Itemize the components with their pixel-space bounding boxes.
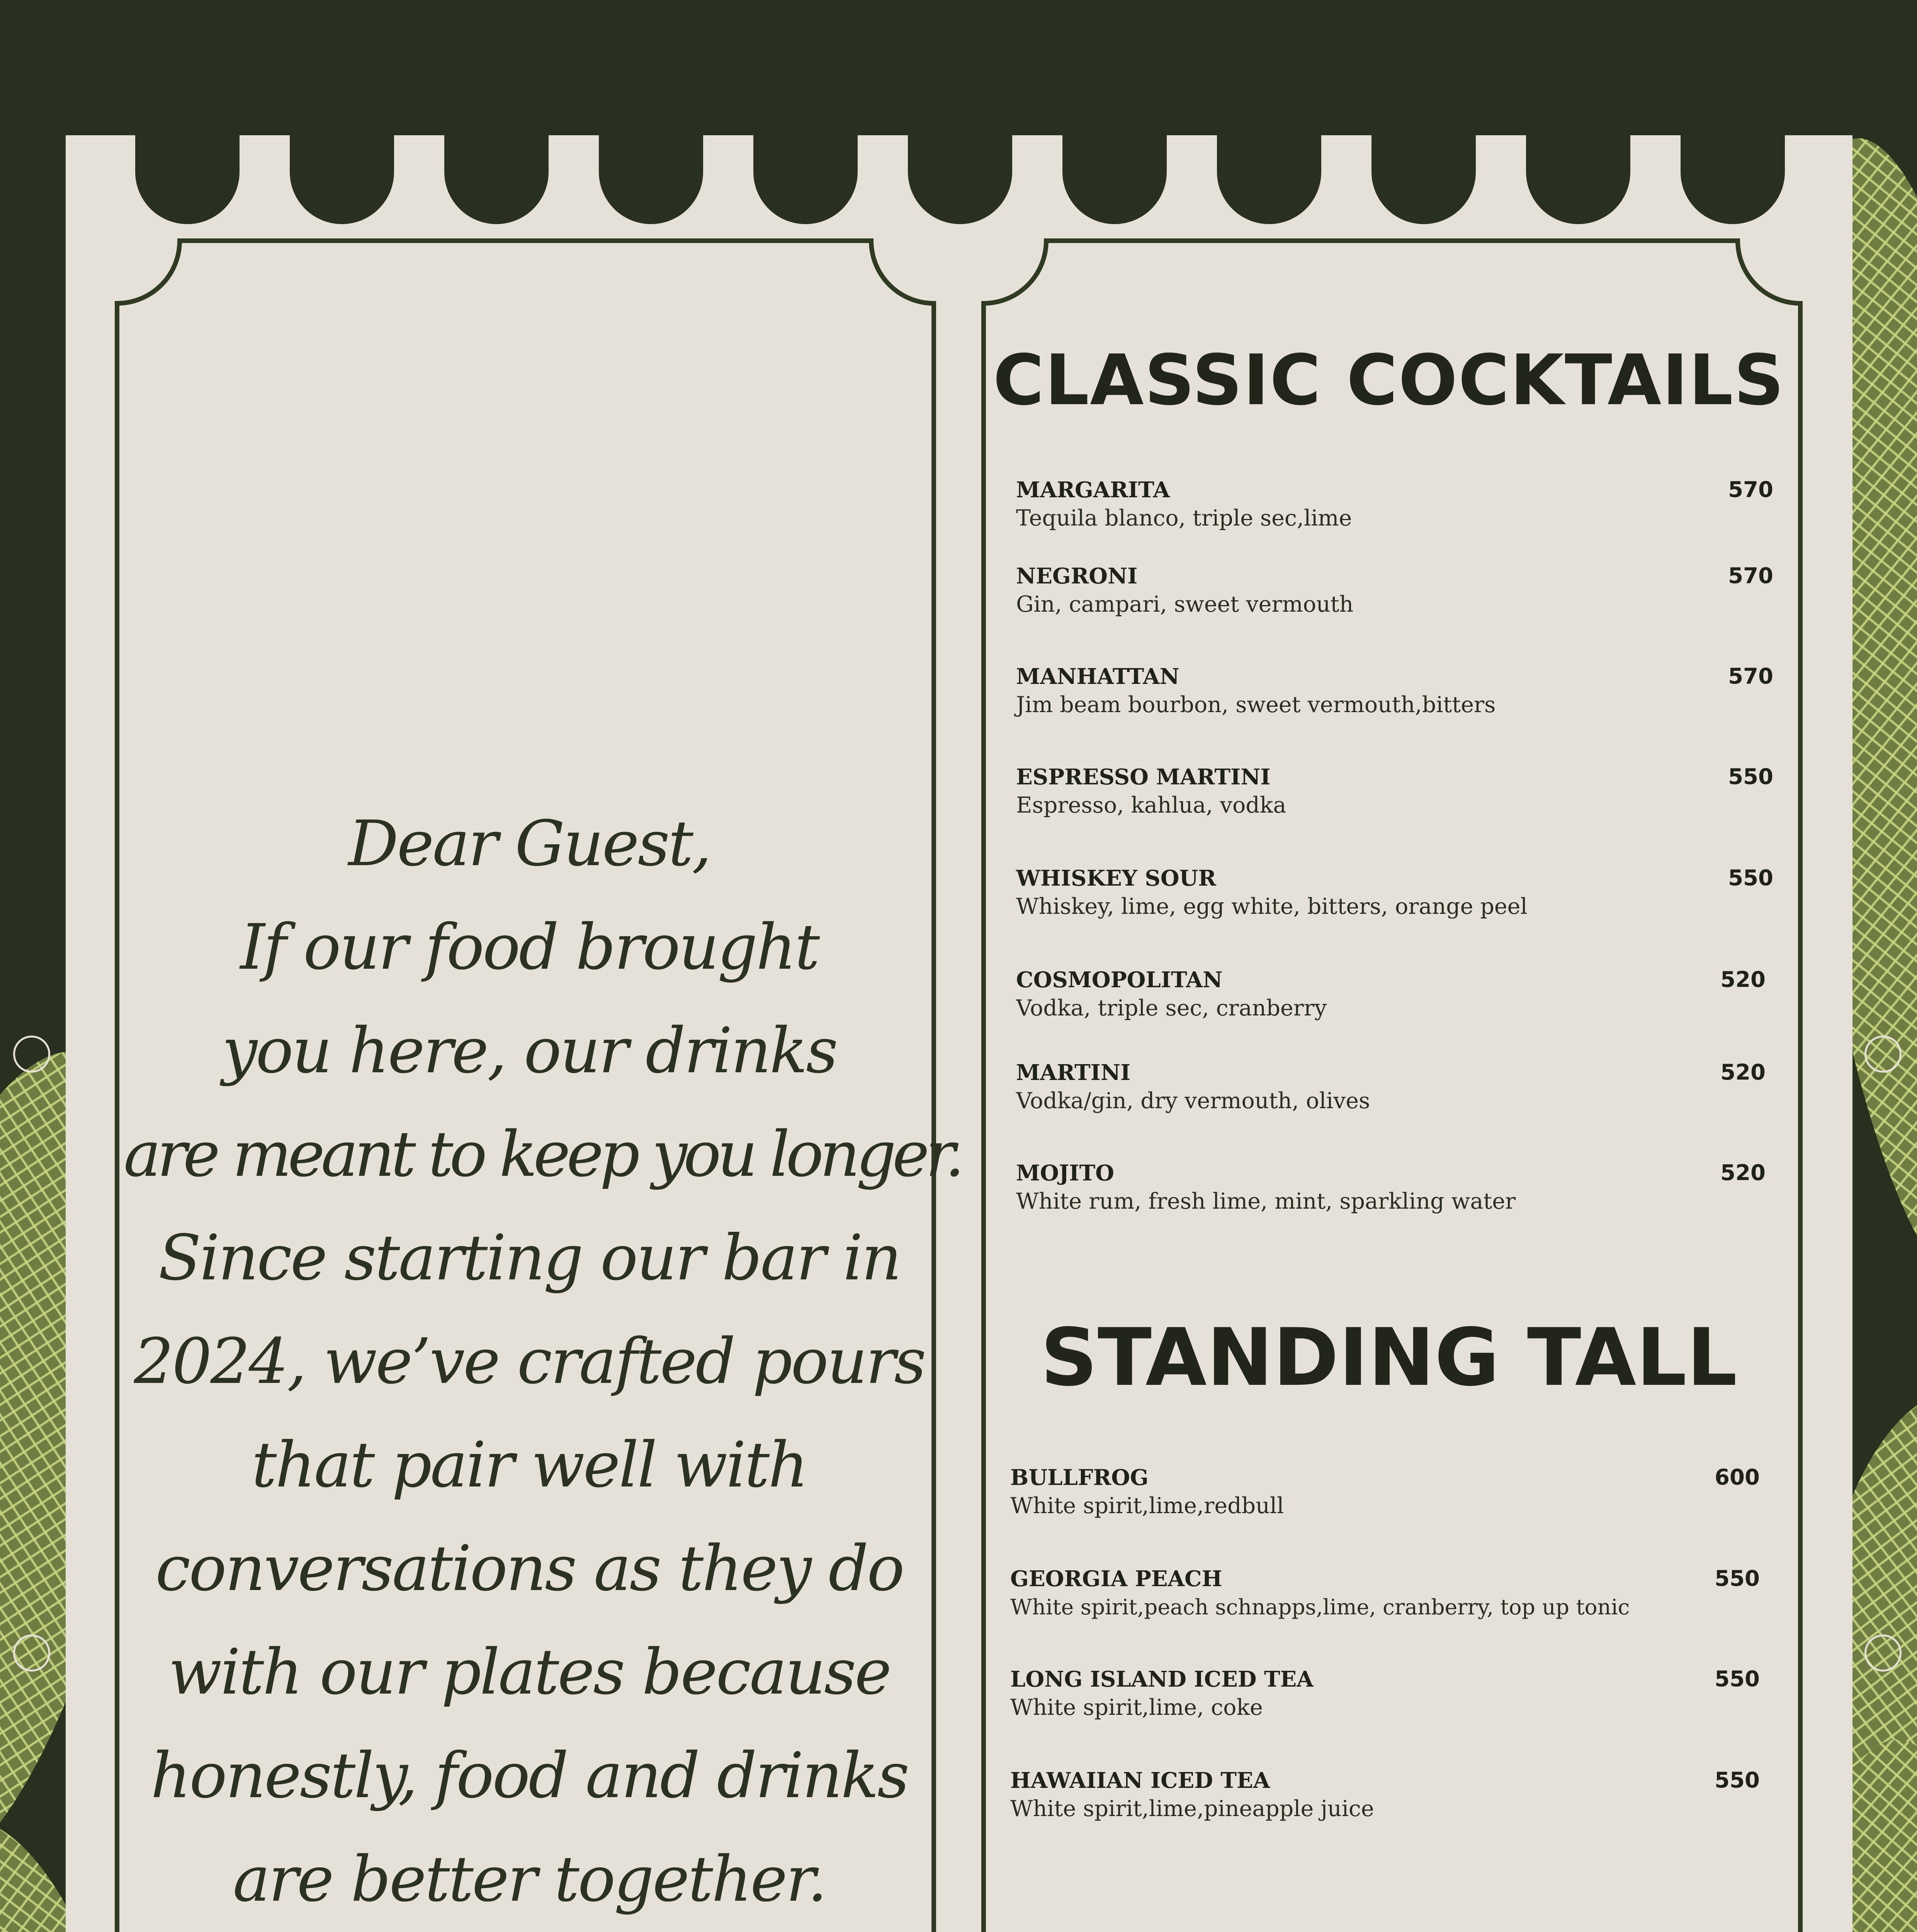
scallop bbox=[290, 135, 394, 224]
item-price: 550 bbox=[1728, 764, 1773, 789]
item-description: Jim beam bourbon, sweet vermouth,bitters bbox=[1016, 692, 1496, 718]
item-description: Gin, campari, sweet vermouth bbox=[1016, 592, 1354, 617]
item-description: Vodka/gin, dry vermouth, olives bbox=[1016, 1088, 1370, 1114]
menu-item bbox=[1010, 1767, 1767, 1823]
item-name: MARTINI bbox=[1016, 1060, 1131, 1085]
menu-item bbox=[1016, 966, 1773, 1022]
letter-line: you here, our drinks bbox=[222, 1015, 837, 1087]
punch-hole bbox=[1864, 1634, 1902, 1672]
item-price: 550 bbox=[1715, 1566, 1760, 1591]
item-description: White spirit,peach schnapps,lime, cranberry, top up tonic bbox=[1010, 1595, 1630, 1619]
scallop bbox=[599, 135, 703, 224]
item-price: 520 bbox=[1720, 1160, 1766, 1185]
item-name: MARGARITA bbox=[1016, 477, 1170, 503]
item-price: 550 bbox=[1728, 866, 1773, 891]
letter-line: that pair well with bbox=[252, 1429, 807, 1502]
item-description: Vodka, triple sec, cranberry bbox=[1016, 995, 1327, 1021]
menu-item bbox=[1010, 1464, 1767, 1520]
item-price: 600 bbox=[1715, 1465, 1760, 1490]
menu-item bbox=[1016, 663, 1773, 719]
item-name: NEGRONI bbox=[1016, 563, 1138, 589]
menu-item bbox=[1016, 864, 1773, 921]
letter-line: If our food brought bbox=[240, 911, 819, 984]
item-name: WHISKEY SOUR bbox=[1016, 866, 1216, 891]
scallop bbox=[1217, 135, 1321, 224]
item-description: White rum, fresh lime, mint, sparkling water bbox=[1016, 1189, 1516, 1214]
letter-line: with our plates because bbox=[168, 1636, 891, 1709]
menu-item bbox=[1010, 1665, 1767, 1722]
letter-line: Since starting our bar in bbox=[158, 1222, 901, 1294]
scallop bbox=[135, 135, 240, 224]
item-name: LONG ISLAND ICED TEA bbox=[1010, 1667, 1314, 1692]
item-name: ESPRESSO MARTINI bbox=[1016, 764, 1271, 790]
scallop bbox=[444, 135, 549, 224]
item-description: White spirit,lime,pineapple juice bbox=[1010, 1796, 1374, 1821]
item-price: 550 bbox=[1715, 1768, 1760, 1793]
punch-hole bbox=[13, 1036, 50, 1073]
scallop bbox=[1681, 135, 1785, 224]
menu-item bbox=[1010, 1565, 1767, 1621]
letter-line: conversations as they do bbox=[155, 1532, 903, 1605]
item-name: GEORGIA PEACH bbox=[1010, 1566, 1222, 1592]
item-price: 570 bbox=[1728, 664, 1773, 689]
scallop bbox=[1526, 135, 1630, 224]
menu-item bbox=[1016, 1159, 1773, 1216]
item-description: Espresso, kahlua, vodka bbox=[1016, 793, 1286, 818]
item-price: 520 bbox=[1720, 1060, 1766, 1085]
item-name: BULLFROG bbox=[1010, 1465, 1149, 1490]
letter-line: are meant to keep you longer. bbox=[124, 1118, 961, 1191]
item-price: 550 bbox=[1715, 1667, 1760, 1692]
item-name: COSMOPOLITAN bbox=[1016, 967, 1223, 993]
menu-item bbox=[1016, 562, 1773, 619]
letter-line: are better together. bbox=[233, 1843, 826, 1916]
welcome-letter bbox=[124, 792, 961, 1931]
letter-line: 2024, we’ve crafted pours bbox=[134, 1325, 925, 1398]
item-description: Tequila blanco, triple sec,lime bbox=[1016, 505, 1352, 531]
scallop bbox=[753, 135, 858, 224]
menu-item bbox=[1016, 763, 1773, 820]
item-price: 570 bbox=[1728, 563, 1773, 588]
menu-item bbox=[1016, 1059, 1773, 1115]
letter-line: honestly, food and drinks bbox=[150, 1740, 908, 1812]
item-price: 570 bbox=[1728, 477, 1773, 502]
item-name: HAWAIIAN ICED TEA bbox=[1010, 1768, 1270, 1793]
scallop bbox=[908, 135, 1012, 224]
item-description: White spirit,lime,redbull bbox=[1010, 1493, 1284, 1519]
punch-hole bbox=[13, 1634, 50, 1672]
item-name: MANHATTAN bbox=[1016, 664, 1179, 689]
section-title-standing-tall: STANDING TALL bbox=[1040, 1312, 1737, 1404]
punch-hole bbox=[1864, 1036, 1902, 1073]
scallop bbox=[1371, 135, 1476, 224]
item-description: White spirit,lime, coke bbox=[1010, 1695, 1263, 1720]
item-description: Whiskey, lime, egg white, bitters, orange peel bbox=[1016, 894, 1528, 919]
scallop bbox=[1062, 135, 1167, 224]
letter-line: Dear Guest, bbox=[348, 808, 710, 880]
section-title-classic-cocktails: CLASSIC COCKTAILS bbox=[993, 340, 1785, 421]
item-name: MOJITO bbox=[1016, 1160, 1114, 1186]
item-price: 520 bbox=[1720, 967, 1766, 992]
menu-item bbox=[1016, 476, 1773, 532]
